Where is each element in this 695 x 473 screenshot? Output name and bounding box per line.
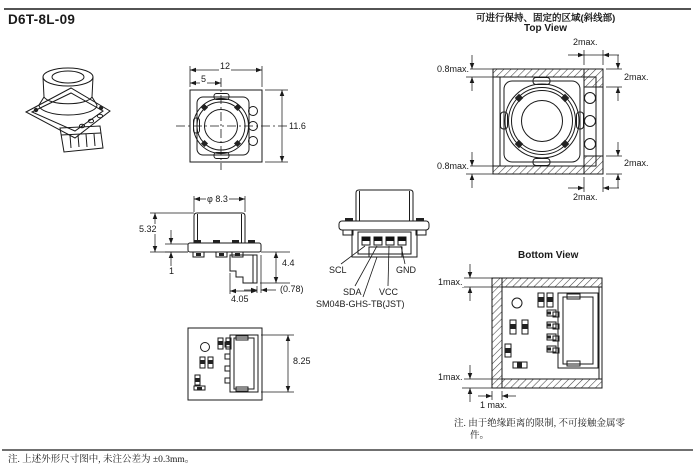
side-view-dim-lens-diameter: φ 8.3 [207,194,228,204]
side-view-dim-total-height: 5.32 [139,224,157,234]
tolerance-note: 注. 上述外形尺寸图中, 未注公差为 ±0.3mm。 [8,455,195,465]
top-view-dim-right-top: 2max. [624,72,649,82]
front-view-dim-width: 12 [220,61,231,71]
part-number-title: D6T-8L-09 [8,12,76,27]
bottom-view-label: Bottom View [518,250,579,261]
side-view-dim-board-thickness: 1 [169,266,175,276]
side-view-drawing [150,196,290,294]
back-view-dim-lines [261,335,294,392]
top-view-dim-top: 2max. [573,37,598,47]
front-view-dim-height: 11.6 [289,121,306,131]
pin-label-vcc: VCC [379,287,399,297]
insulation-note-line1: 注. 由于绝缘距离的限制, 不可接触金属零 [454,419,626,429]
front-view-dim-center: 5 [201,74,207,84]
side-view-dim-lines [150,196,290,294]
top-view-dim-bottom: 2max. [573,192,598,202]
bottom-view-dim-left-top: 1max. [438,277,463,287]
side-view-dim-connector-height: 4.4 [282,258,295,268]
front-view-drawing [176,66,292,170]
top-view-dim-left-top: 0.8max. [437,64,470,74]
insulation-note-line2: 件。 [470,431,490,441]
pin-label-gnd: GND [396,265,416,275]
connector-type-label: SM04B-GHS-TB(JST) [316,299,405,309]
bottom-view-drawing [462,264,602,402]
top-view-region-note: 可进行保持、固定的区域(斜线部) [476,13,616,24]
back-view-dim-connector-length: 8.25 [293,356,311,366]
isometric-view [26,68,110,152]
side-view-dim-offset: (0.78) [280,284,304,294]
top-view-label: Top View [524,23,567,34]
back-view-drawing [188,328,294,400]
pin-label-scl: SCL [329,265,347,275]
pin-view-drawing [339,190,429,297]
top-view-dim-right-bottom: 2max. [624,158,649,168]
bottom-view-dim-bottom: 1 max. [480,400,508,410]
bottom-view-dim-left-bottom: 1max. [438,372,463,382]
top-view-dim-left-bottom: 0.8max. [437,161,470,171]
pin-label-sda: SDA [343,287,362,297]
top-view-drawing [466,50,622,192]
side-view-dim-connector-width: 4.05 [231,294,249,304]
